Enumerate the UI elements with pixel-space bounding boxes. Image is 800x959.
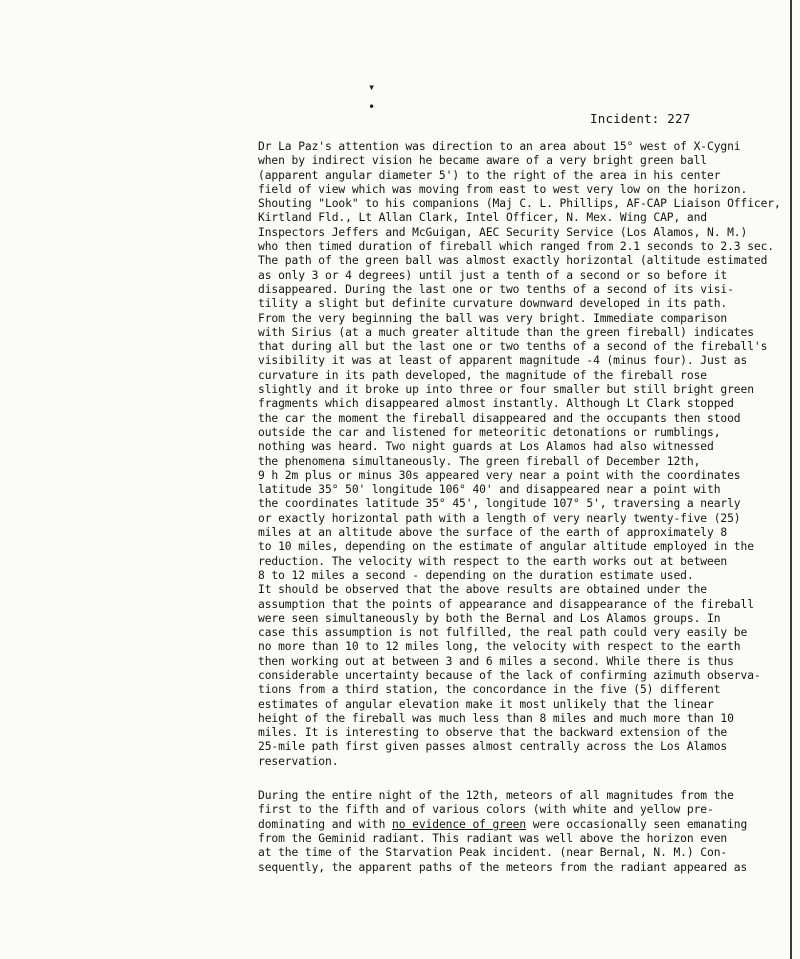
text-line: Shouting "Look" to his companions (Maj C. L. Phillips, AF-CAP Liaison Officer, bbox=[258, 197, 781, 211]
text-line: that during all but the last one or two tenths of a second of the fireball's bbox=[258, 340, 768, 354]
text-line: miles. It is interesting to observe that the backward extension of the bbox=[258, 726, 728, 740]
text-line: to 10 miles, depending on the estimate of angular altitude employed in the bbox=[258, 540, 754, 554]
text-line: Dr La Paz's attention was direction to an area about 15° west of X-Cygni bbox=[258, 140, 741, 153]
text-line: 8 to 12 miles a second - depending on the duration estimate used. bbox=[258, 568, 694, 582]
text-line: sequently, the apparent paths of the meteors from the radiant appeared as bbox=[258, 860, 748, 874]
text-line: the coordinates latitude 35° 45', longitude 107° 5', traversing a nearly bbox=[258, 497, 741, 511]
paragraph-geminid-meteors bbox=[258, 789, 778, 875]
text-line: reduction. The velocity with respect to the earth works out at between bbox=[258, 554, 728, 568]
text-line: 25-mile path first given passes almost centrally across the Los Alamos bbox=[258, 740, 728, 754]
text-line: outside the car and listened for meteoritic detonations or rumblings, bbox=[258, 425, 721, 439]
paragraph-fireball-account bbox=[258, 140, 781, 769]
text-line: curvature in its path developed, the magnitude of the fireball rose bbox=[258, 368, 707, 382]
text-line: 9 h 2m plus or minus 30s appeared very near a point with the coordinates bbox=[258, 468, 741, 482]
text-line: estimates of angular elevation make it most unlikely that the linear bbox=[258, 697, 714, 711]
text-line: were seen simultaneously by both the Bernal and Los Alamos groups. In bbox=[258, 611, 721, 625]
text-line: slightly and it broke up into three or four smaller but still bright green bbox=[258, 383, 754, 397]
text-line: height of the fireball was much less than 8 miles and much more than 10 bbox=[258, 711, 734, 725]
text-line: miles at an altitude above the surface of the earth of approximately 8 bbox=[258, 526, 728, 540]
text-line: During the entire night of the 12th, meteors of all magnitudes from the bbox=[258, 789, 734, 803]
document-body bbox=[258, 140, 781, 875]
text-line: Inspectors Jeffers and McGuigan, AEC Security Service (Los Alamos, N. M.) bbox=[258, 225, 748, 239]
text-line: From the very beginning the ball was very bright. Immediate comparison bbox=[258, 311, 728, 325]
text-line: (apparent angular diameter 5') to the right of the area in his center bbox=[258, 168, 721, 182]
punch-mark: • bbox=[368, 100, 376, 114]
text-line: at the time of the Starvation Peak incident. (near Bernal, N. M.) Con- bbox=[258, 846, 728, 860]
text-line: from the Geminid radiant. This radiant was well above the horizon even bbox=[258, 831, 728, 845]
text-line: no more than 10 to 12 miles long, the velocity with respect to the earth bbox=[258, 640, 741, 654]
text-line: tility a slight but definite curvature downward developed in its path. bbox=[258, 297, 728, 311]
text-line: assumption that the points of appearance and disappearance of the fireball bbox=[258, 597, 754, 611]
text-line: when by indirect vision he became aware of a very bright green ball bbox=[258, 154, 707, 168]
text-line: first to the fifth and of various colors (with white and yellow pre- bbox=[258, 803, 714, 817]
incident-number: Incident: 227 bbox=[590, 111, 691, 126]
text-line: the car the moment the fireball disappeared and the occupants then stood bbox=[258, 411, 741, 425]
text-line: field of view which was moving from east to west very low on the horizon. bbox=[258, 182, 748, 196]
text-line bbox=[258, 818, 778, 832]
text-segment: dominating and with bbox=[258, 817, 393, 831]
text-line: with Sirius (at a much greater altitude than the green fireball) indicates bbox=[258, 325, 754, 339]
text-line: considerable uncertainty because of the lack of confirming azimuth observa- bbox=[258, 668, 761, 682]
text-line: tions from a third station, the concordance in the five (5) different bbox=[258, 683, 721, 697]
text-line: It should be observed that the above results are obtained under the bbox=[258, 583, 707, 597]
text-line: Kirtland Fld., Lt Allan Clark, Intel Officer, N. Mex. Wing CAP, and bbox=[258, 211, 707, 225]
text-line: case this assumption is not fulfilled, the real path could very easily be bbox=[258, 626, 748, 640]
text-line: The path of the green ball was almost exactly horizontal (altitude estimated bbox=[258, 254, 768, 268]
text-line: disappeared. During the last one or two tenths of a second of its visi- bbox=[258, 282, 734, 296]
text-line: reservation. bbox=[258, 754, 339, 768]
text-line: visibility it was at least of apparent magnitude -4 (minus four). Just as bbox=[258, 354, 748, 368]
text-line: then working out at between 3 and 6 miles a second. While there is thus bbox=[258, 654, 734, 668]
text-line: fragments which disappeared almost instantly. Although Lt Clark stopped bbox=[258, 397, 734, 411]
paragraph-spacer bbox=[258, 769, 778, 789]
text-line: or exactly horizontal path with a length of very nearly twenty-five (25) bbox=[258, 511, 741, 525]
text-line: who then timed duration of fireball which ranged from 2.1 seconds to 2.3 sec. bbox=[258, 240, 775, 254]
text-line: nothing was heard. Two night guards at Los Alamos had also witnessed bbox=[258, 440, 714, 454]
text-line: as only 3 or 4 degrees) until just a tenth of a second or so before it bbox=[258, 268, 728, 282]
underlined-phrase: no evidence of green bbox=[392, 817, 527, 831]
punch-mark: ▾ bbox=[368, 80, 376, 94]
text-line: the phenomena simultaneously. The green fireball of December 12th, bbox=[258, 454, 701, 468]
scan-edge-line bbox=[790, 0, 792, 959]
text-segment: were occasionally seen emanating bbox=[526, 817, 748, 831]
text-line: latitude 35° 50' longitude 106° 40' and disappeared near a point with bbox=[258, 483, 721, 497]
